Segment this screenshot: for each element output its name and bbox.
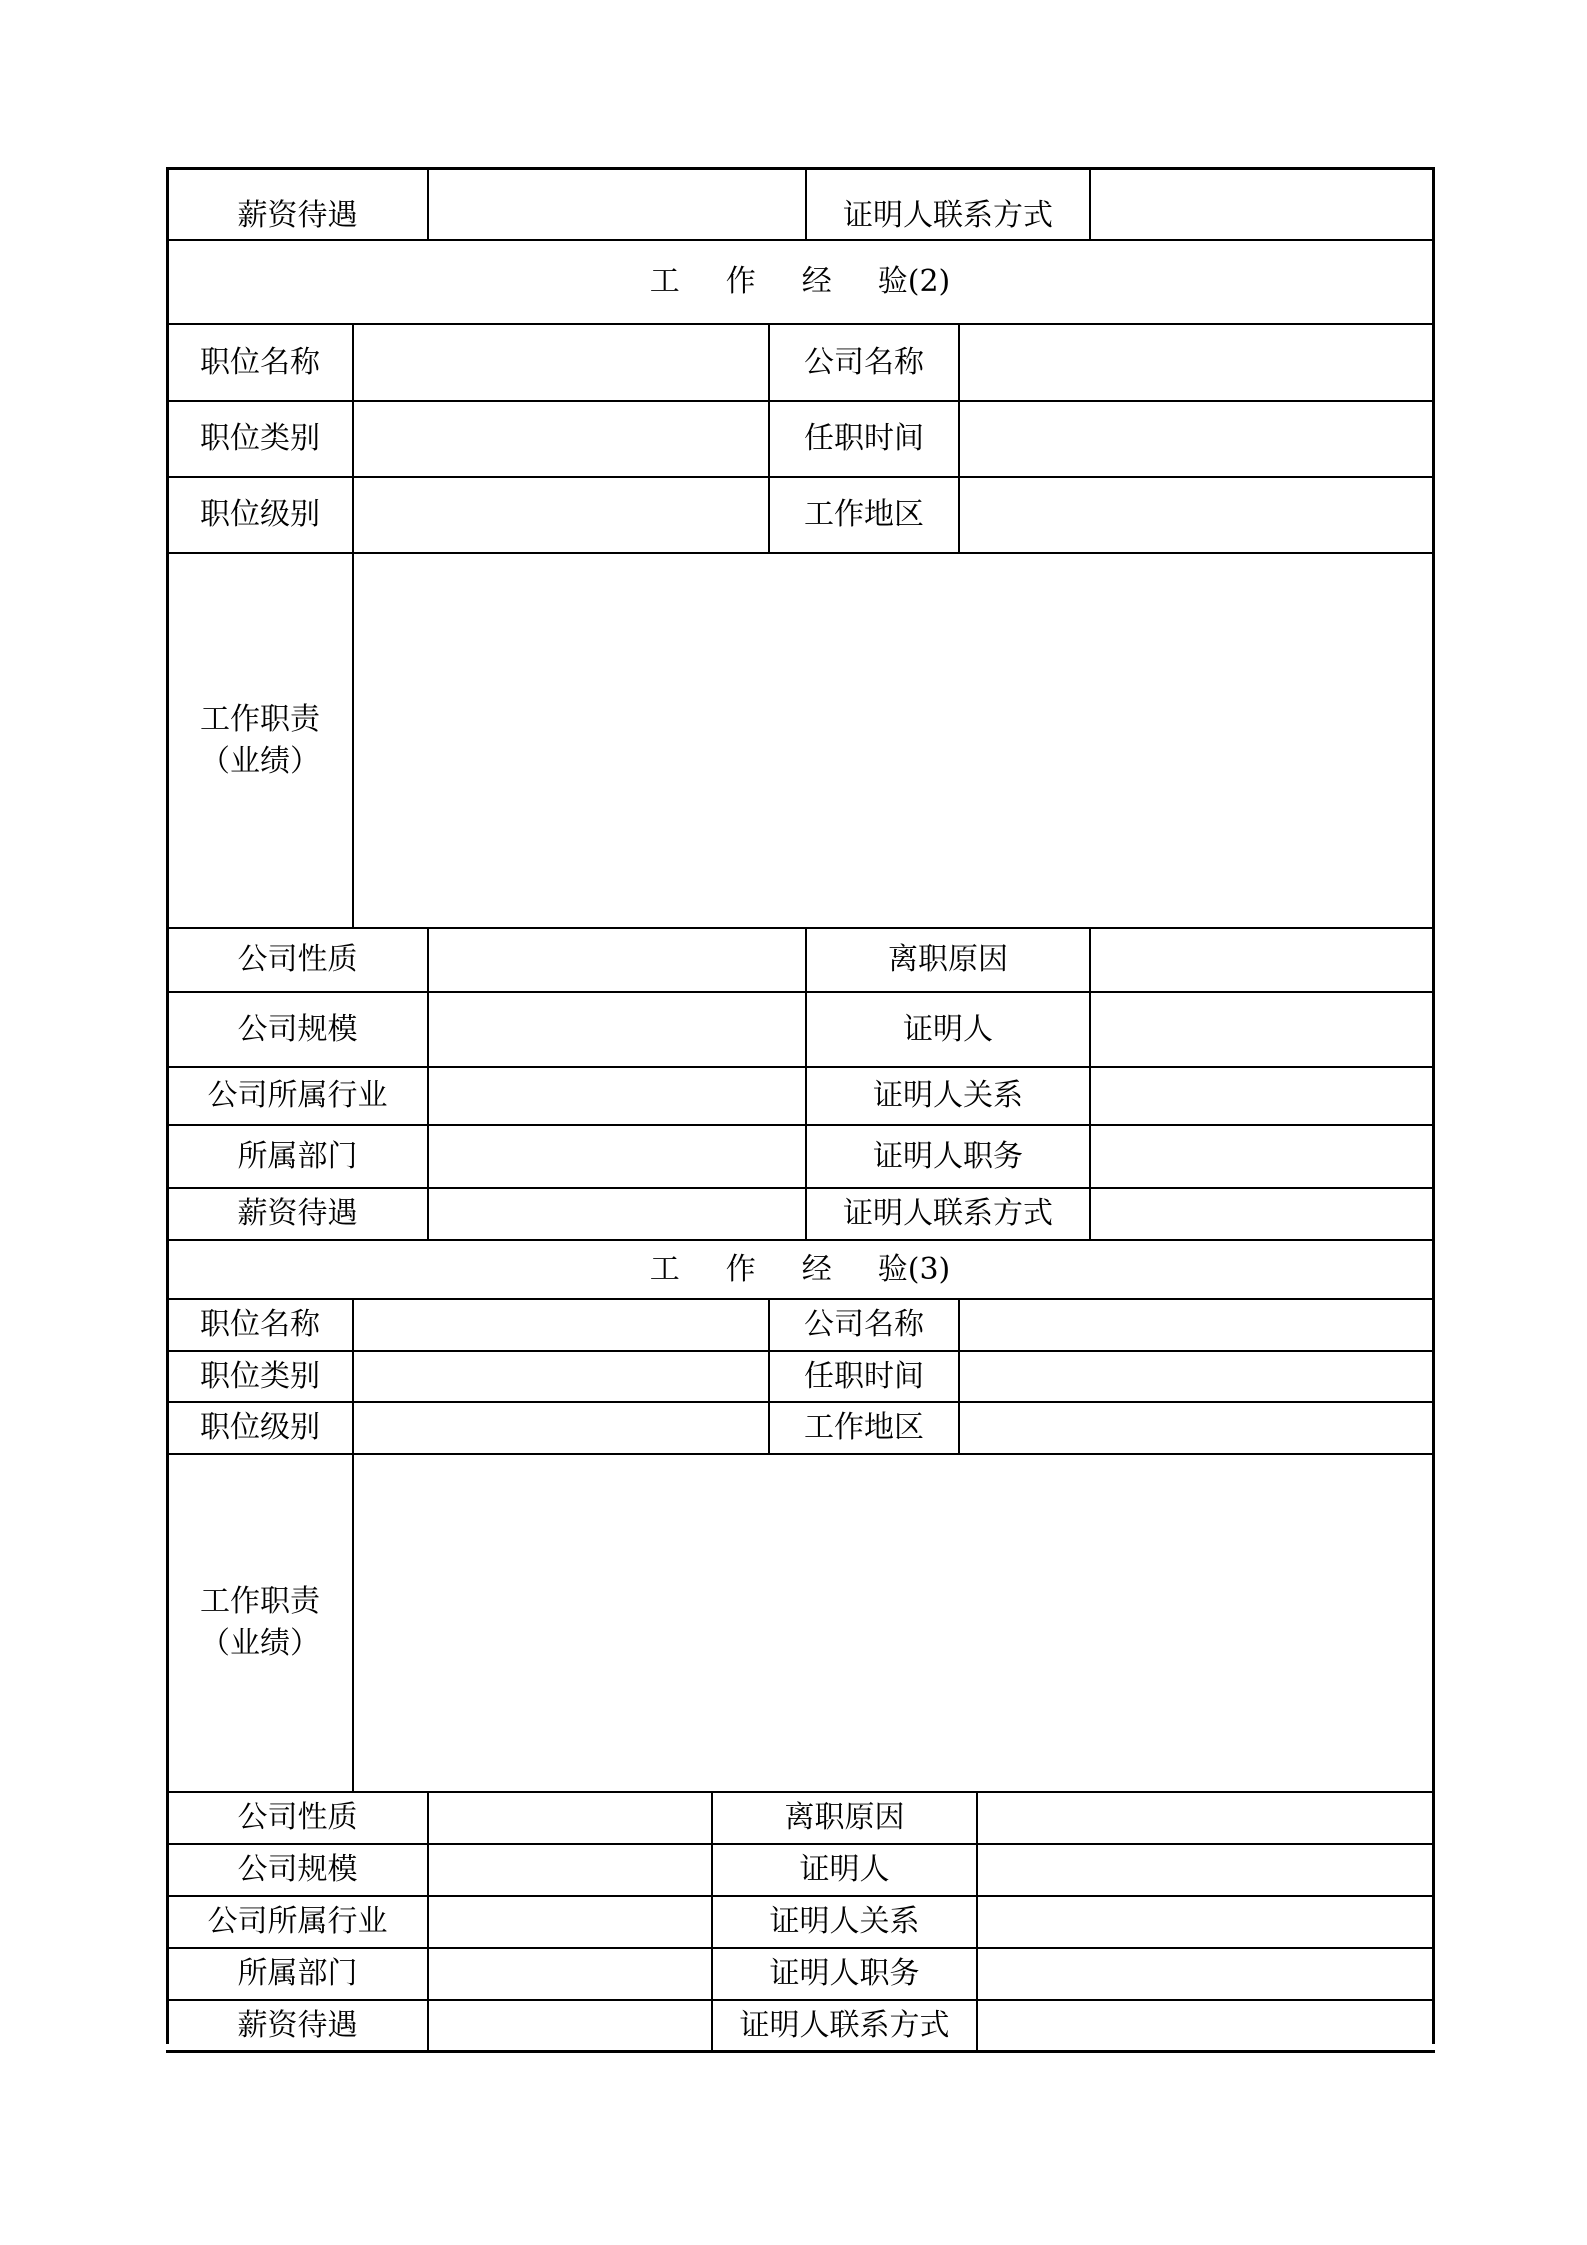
position-category-label: 职位类别: [200, 1358, 320, 1394]
work-region-label: 工作地区: [804, 497, 924, 532]
company-size-field[interactable]: [429, 1845, 711, 1895]
department-field[interactable]: [429, 1126, 805, 1187]
referee-label: 证明人: [799, 1852, 890, 1887]
salary-label: 薪资待遇: [237, 2007, 358, 2043]
company-name-field[interactable]: [960, 1300, 1432, 1350]
referee-relation-field[interactable]: [978, 1897, 1432, 1947]
salary-field[interactable]: [429, 1189, 805, 1239]
duties-label-line1: 工作职责: [200, 1584, 320, 1619]
department-label: 所属部门: [237, 1138, 358, 1174]
tenure-label: 任职时间: [804, 1358, 924, 1394]
company-industry-field[interactable]: [429, 1068, 805, 1124]
referee-label: 证明人: [903, 1011, 993, 1047]
referee-contact-field[interactable]: [1091, 1189, 1432, 1239]
company-industry-field[interactable]: [429, 1897, 711, 1947]
duties-label-line1: 工作职责: [200, 701, 320, 737]
referee-title-field[interactable]: [978, 1949, 1432, 1999]
department-field[interactable]: [429, 1949, 711, 1999]
tenure-field[interactable]: [960, 402, 1432, 476]
referee-field[interactable]: [978, 1845, 1432, 1895]
position-level-field[interactable]: [354, 478, 768, 552]
referee-contact-value-field[interactable]: [1091, 169, 1432, 239]
leave-reason-field[interactable]: [978, 1793, 1432, 1843]
leave-reason-label: 离职原因: [888, 942, 1008, 977]
company-nature-field[interactable]: [429, 929, 805, 991]
referee-contact-label: 证明人联系方式: [843, 1196, 1053, 1231]
salary-label: 薪资待遇: [237, 198, 358, 233]
section-title-work-experience-2: 工 作 经 验 (2): [649, 264, 951, 299]
referee-contact-label: 证明人联系方式: [739, 2007, 950, 2043]
company-nature-label: 公司性质: [237, 942, 358, 977]
referee-title-label: 证明人职务: [873, 1138, 1023, 1174]
leave-reason-label: 离职原因: [784, 1800, 905, 1835]
company-size-label: 公司规模: [237, 1011, 358, 1047]
position-name-label: 职位名称: [200, 344, 320, 380]
work-region-label: 工作地区: [804, 1410, 924, 1445]
referee-relation-label: 证明人关系: [873, 1078, 1023, 1113]
work-region-field[interactable]: [960, 478, 1432, 552]
position-level-label: 职位级别: [200, 1410, 320, 1445]
company-size-field[interactable]: [429, 993, 805, 1066]
referee-contact-label: 证明人联系方式: [843, 198, 1053, 233]
duties-label: [168, 1455, 352, 1791]
tenure-field[interactable]: [960, 1352, 1432, 1401]
table-border-right: [1432, 167, 1435, 2044]
salary-label: 薪资待遇: [237, 1196, 358, 1231]
position-level-label: 职位级别: [200, 497, 320, 532]
salary-value-field[interactable]: [429, 169, 805, 239]
leave-reason-field[interactable]: [1091, 929, 1432, 991]
section-title-work-experience-3: 工 作 经 验 (3): [649, 1251, 951, 1287]
company-name-field[interactable]: [960, 325, 1432, 400]
company-name-label: 公司名称: [804, 1307, 924, 1342]
referee-title-field[interactable]: [1091, 1126, 1432, 1187]
company-nature-field[interactable]: [429, 1793, 711, 1843]
position-level-field[interactable]: [354, 1403, 768, 1453]
company-nature-label: 公司性质: [237, 1800, 358, 1835]
company-size-label: 公司规模: [237, 1852, 358, 1887]
referee-field[interactable]: [1091, 993, 1432, 1066]
position-name-field[interactable]: [354, 1300, 768, 1350]
position-category-field[interactable]: [354, 402, 768, 476]
position-category-field[interactable]: [354, 1352, 768, 1401]
company-name-label: 公司名称: [804, 344, 924, 380]
position-category-label: 职位类别: [200, 421, 320, 456]
duties-field[interactable]: [354, 554, 1432, 927]
tenure-label: 任职时间: [804, 421, 924, 456]
duties-field[interactable]: [354, 1455, 1432, 1791]
referee-contact-field[interactable]: [978, 2001, 1432, 2050]
duties-label-line2: （业绩）: [200, 1626, 320, 1661]
referee-relation-field[interactable]: [1091, 1068, 1432, 1124]
duties-label-line2: （业绩）: [200, 743, 320, 779]
position-name-field[interactable]: [354, 325, 768, 400]
work-region-field[interactable]: [960, 1403, 1432, 1453]
company-industry-label: 公司所属行业: [207, 1904, 388, 1939]
referee-relation-label: 证明人关系: [769, 1904, 920, 1939]
department-label: 所属部门: [237, 1956, 358, 1991]
salary-field[interactable]: [429, 2001, 711, 2050]
position-name-label: 职位名称: [200, 1307, 320, 1342]
rule: [166, 2050, 1435, 2053]
referee-title-label: 证明人职务: [769, 1956, 920, 1991]
company-industry-label: 公司所属行业: [207, 1078, 388, 1113]
duties-label: [168, 554, 352, 927]
